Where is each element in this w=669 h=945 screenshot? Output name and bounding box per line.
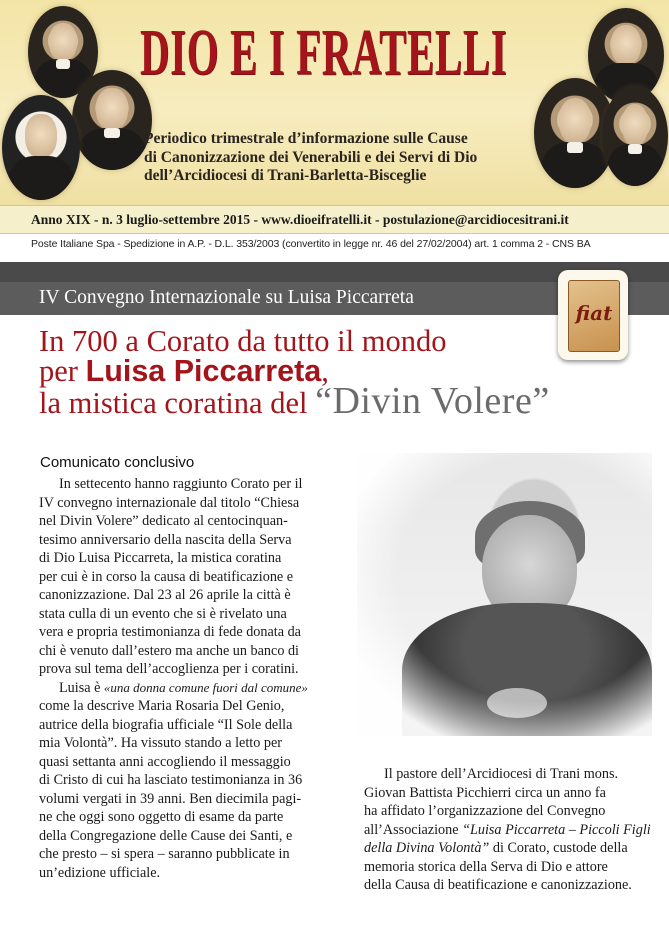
postal-line: Poste Italiane Spa - Spedizione in A.P. - D.L. 353/2003 (convertito in legge nr. 46 del 27/02/2004) art. 1 comma 2 - CNS BA [31, 238, 591, 250]
paragraph-2: Luisa è «una donna comune fuori dal comune» [59, 679, 308, 696]
masthead-header [0, 0, 669, 205]
paragraph-2-body: come la descrive Maria Rosaria Del Genio, autrice della biografia ufficiale “Il Sole della mia Volontà”. Ha vissuto stando a letto per quasi settanta anni accogliendo il messaggio di Cristo di cui ha lasciato testimonianza in 36 volumi vergati in 39 anni. Ben diecimila pagi- ne che oggi sono oggetto di esame da parte della Congregazione delle Cause dei Santi, e che presto – si spera – saranno pubblicate in un’edizione ufficiale. [39, 698, 303, 881]
headline-name: Luisa Piccarreta [85, 354, 322, 388]
subtitle-line-3: dell’Arcidiocesi di Trani-Barletta-Bisceglie [144, 167, 427, 184]
association-name: “Luisa Piccarreta – Piccoli Figli [462, 821, 651, 838]
subtitle-line-1: Periodico trimestrale d’informazione sulle Cause [144, 130, 468, 147]
association-name-cont: della Divina Volontà” [364, 840, 490, 856]
luisa-piccarreta-photo [357, 453, 652, 736]
portrait-priest-right [602, 86, 668, 186]
issue-bar [0, 205, 669, 234]
article-column-right [364, 765, 651, 895]
section-heading: Comunicato conclusivo [40, 454, 195, 471]
portrait-nun [2, 95, 80, 200]
scroll-icon [568, 280, 620, 352]
issue-line: Anno XIX - n. 3 luglio-settembre 2015 - www.dioeifratelli.it - postulazione@arcidiocesitrani.it [31, 212, 569, 227]
article-column-left [39, 475, 327, 882]
fiat-logo-word: fiat [575, 301, 613, 325]
headline-line-3: la mistica coratina del “Divin Volere” [39, 380, 550, 422]
masthead-subtitle [144, 130, 564, 186]
quote-donna-comune: «una donna comune fuori dal comune» [103, 679, 308, 695]
paragraph-3: Il pastore dell’Arcidiocesi di Trani mons. Giovan Battista Picchierri circa un anno fa ha affidato l’organizzazione del Convegno all’Associazione “Luisa Piccarreta – Piccoli Figli della Divina Volontà” di Corato, custode della memoria storica della Serva di Dio e attore della Causa di beatificazione e canonizzazione. [364, 766, 651, 893]
masthead-title: DIO E I FRATELLI [140, 16, 508, 89]
headline-divin-volere: “Divin Volere” [315, 380, 550, 422]
headline-line-1: In 700 a Corato da tutto il mondo [39, 324, 447, 358]
paragraph-1: In settecento hanno raggiunto Corato per il [59, 476, 303, 492]
article-headline [39, 324, 550, 422]
paragraph-1-body: IV convegno internazionale dal titolo “Chiesa nel Divin Volere” dedicato al centocinquan- tesimo anniversario della nascita della Serva di Dio Luisa Piccarreta, la mistica coratina per cui è in corso la causa di beatificazione e canonizzazione. Dal 23 al 26 aprile la città è stata culla di un evento che si è rivelato una vera e propria testimonianza di fede donata da chi è venuto dall’estero ma anche un banco di prova sul tema dell’accoglienza per i coratini. [39, 494, 301, 677]
fiat-logo [558, 270, 628, 360]
headline-line-2: per Luisa Piccarreta, [39, 354, 329, 388]
section-band-title: IV Convegno Internazionale su Luisa Piccarreta [39, 287, 414, 308]
subtitle-line-2: di Canonizzazione dei Venerabili e dei Servi di Dio [144, 148, 478, 166]
